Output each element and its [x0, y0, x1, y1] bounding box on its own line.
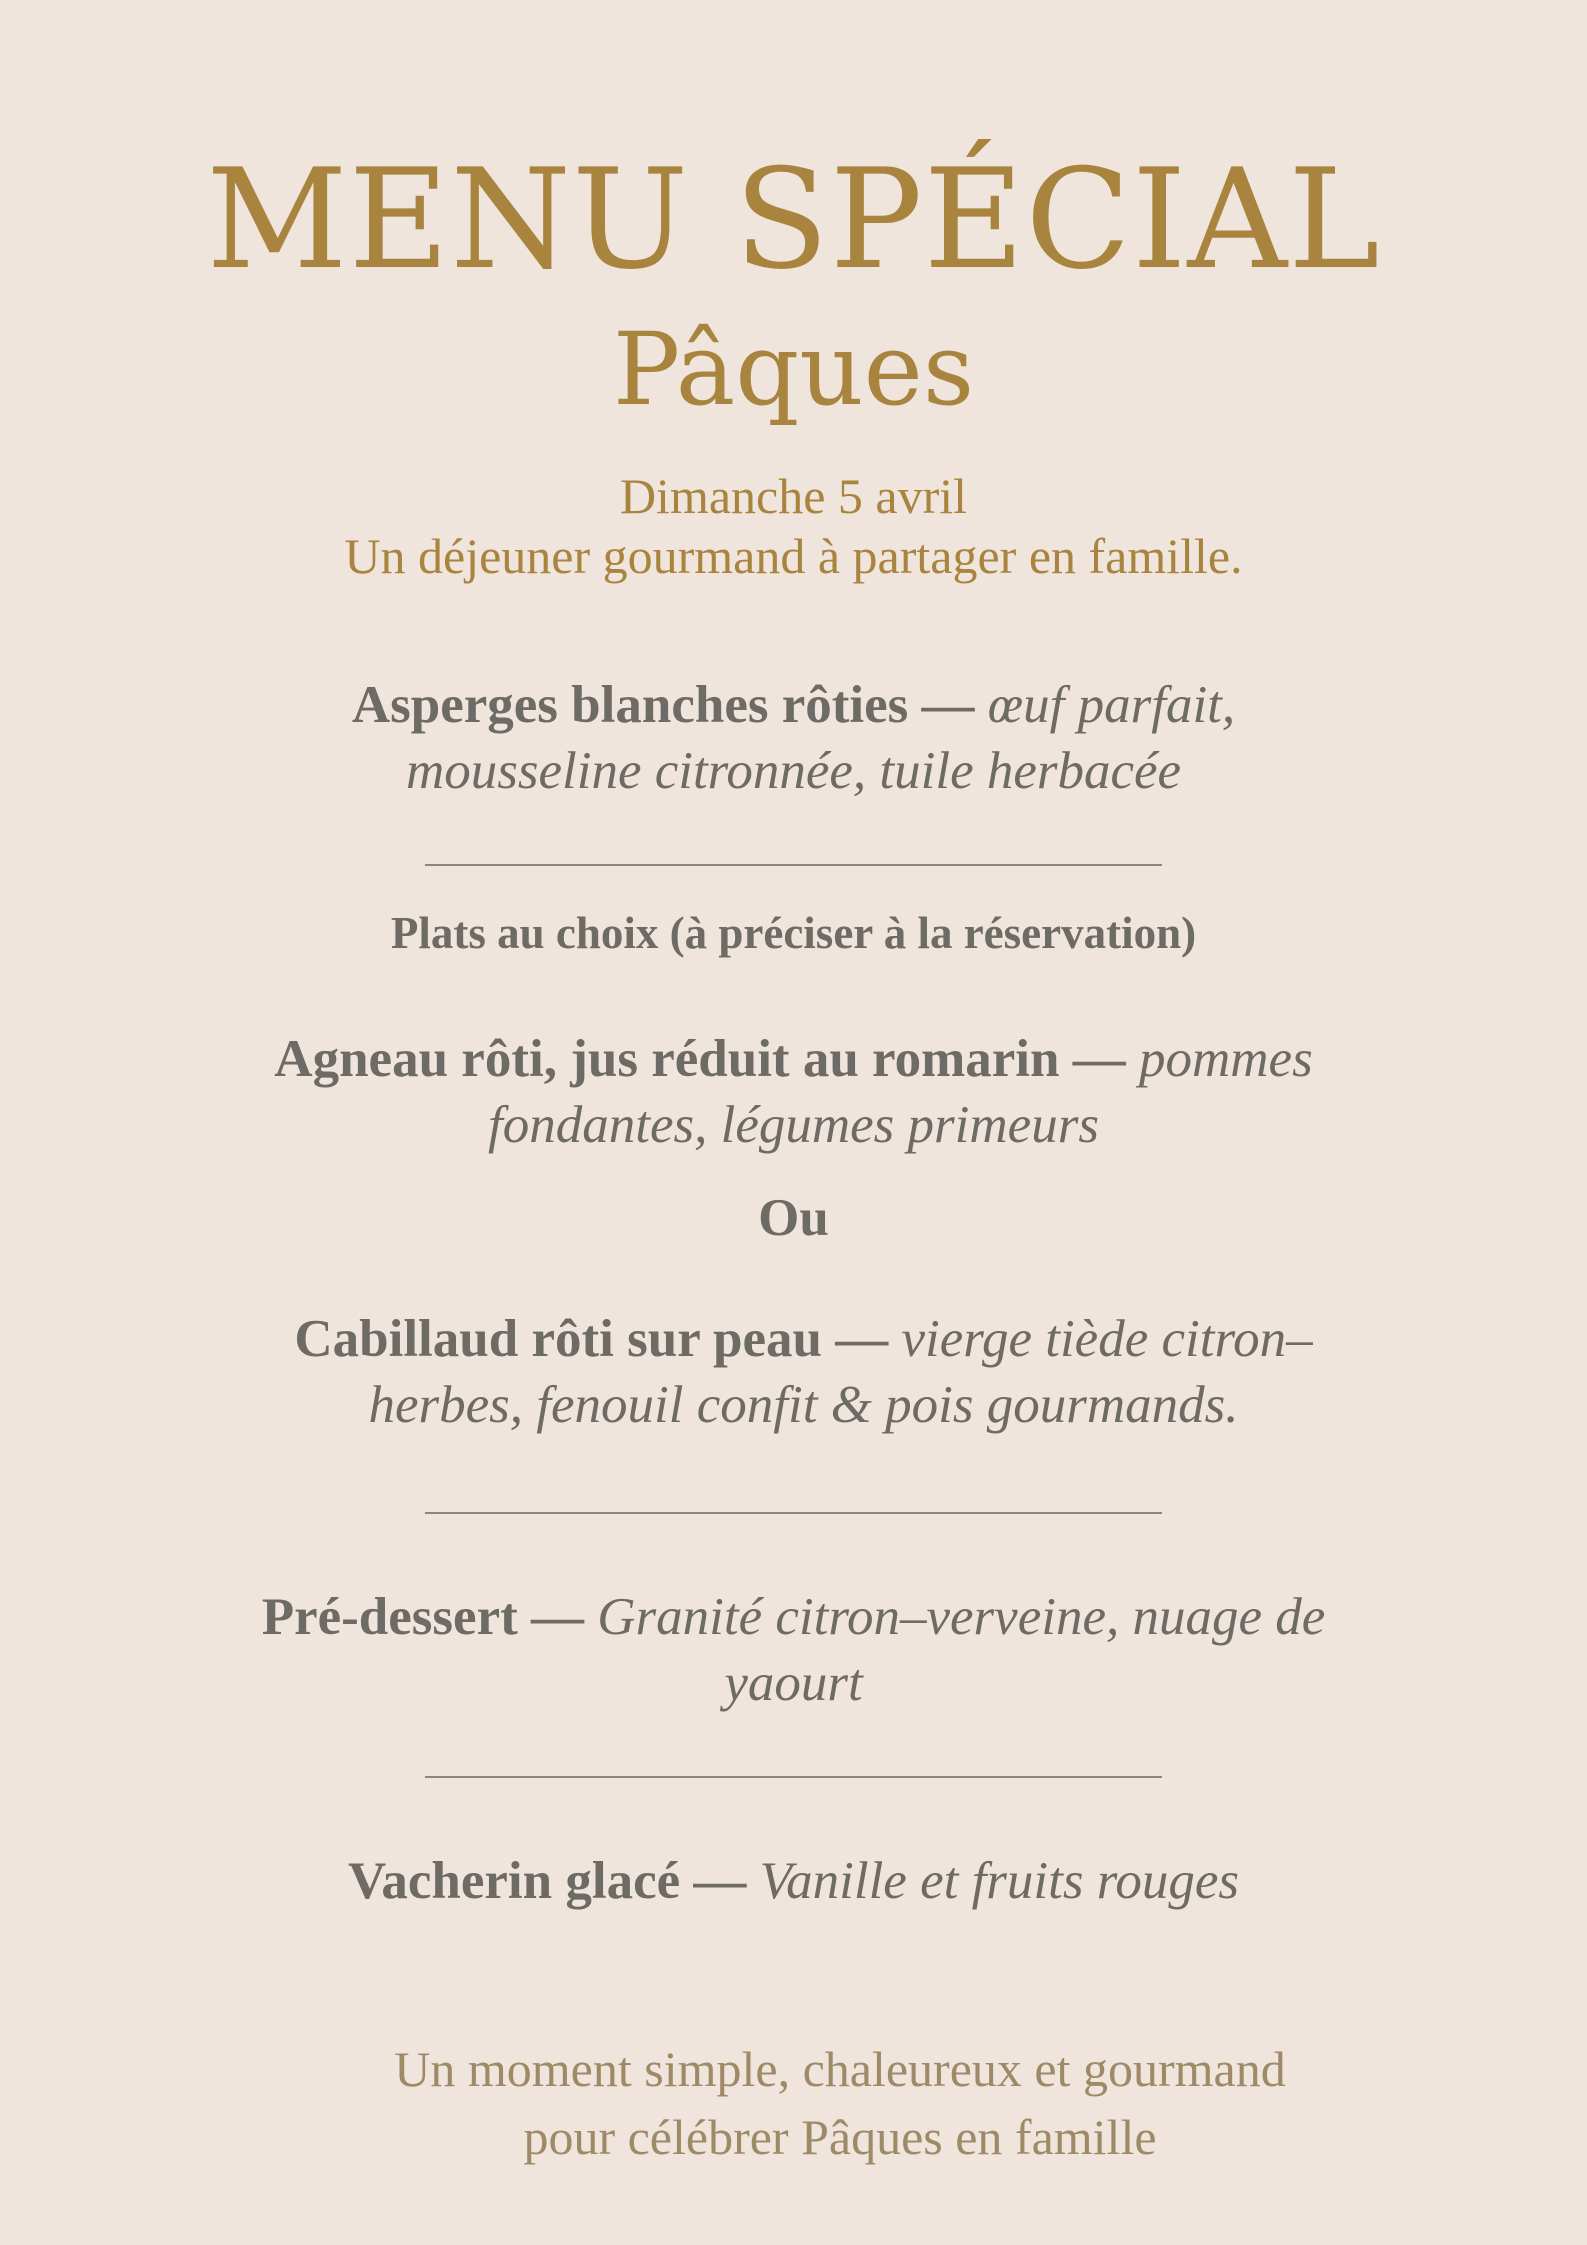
or-label: Ou — [758, 1189, 829, 1247]
main1-name: Agneau rôti, jus réduit au romarin — — [274, 1030, 1126, 1088]
starter-desc-1: œuf parfait, — [987, 676, 1236, 734]
main2-line-1 — [170, 1306, 1437, 1372]
main-dish-lamb — [130, 1026, 1457, 1158]
predessert-name: Pré-dessert — — [261, 1588, 584, 1646]
dessert-name: Vacherin glacé — — [347, 1852, 747, 1910]
starter-name: Asperges blanches rôties — — [351, 676, 975, 734]
footer-line-1: Un moment simple, chaleureux et gourmand — [394, 2041, 1286, 2097]
event-tagline: Un déjeuner gourmand à partager en famille. — [344, 528, 1243, 584]
main2-desc-1: vierge tiède citron– — [901, 1310, 1313, 1368]
main1-line-1 — [130, 1026, 1457, 1092]
divider-1 — [425, 864, 1162, 866]
main2-name: Cabillaud rôti sur peau — — [294, 1310, 889, 1368]
predessert-dish — [150, 1584, 1437, 1716]
divider-3 — [425, 1776, 1162, 1778]
main-dish-cod — [170, 1306, 1437, 1438]
menu-subtitle: Pâques — [612, 311, 975, 428]
starter-dish — [180, 672, 1407, 804]
mains-note: Plats au choix (à préciser à la réservation) — [390, 908, 1197, 958]
predessert-desc-2: yaourt — [724, 1654, 863, 1712]
footer-line-2: pour célébrer Pâques en famille — [523, 2109, 1157, 2165]
menu-title: MENU SPÉCIAL — [206, 139, 1381, 300]
main1-desc-1: pommes — [1139, 1030, 1313, 1088]
dessert-dish — [150, 1848, 1437, 1914]
starter-desc-2: mousseline citronnée, tuile herbacée — [405, 742, 1182, 800]
main2-desc-2: herbes, fenouil confit & pois gourmands. — [368, 1376, 1239, 1434]
predessert-line-1 — [150, 1584, 1437, 1650]
divider-2 — [425, 1512, 1162, 1514]
starter-line-1 — [180, 672, 1407, 738]
main1-desc-2: fondantes, légumes primeurs — [488, 1096, 1099, 1154]
event-date: Dimanche 5 avril — [619, 468, 968, 524]
footer-message — [290, 2035, 1390, 2171]
dessert-desc: Vanille et fruits rouges — [759, 1852, 1240, 1910]
predessert-desc-1: Granité citron–verveine, nuage de — [597, 1588, 1326, 1646]
